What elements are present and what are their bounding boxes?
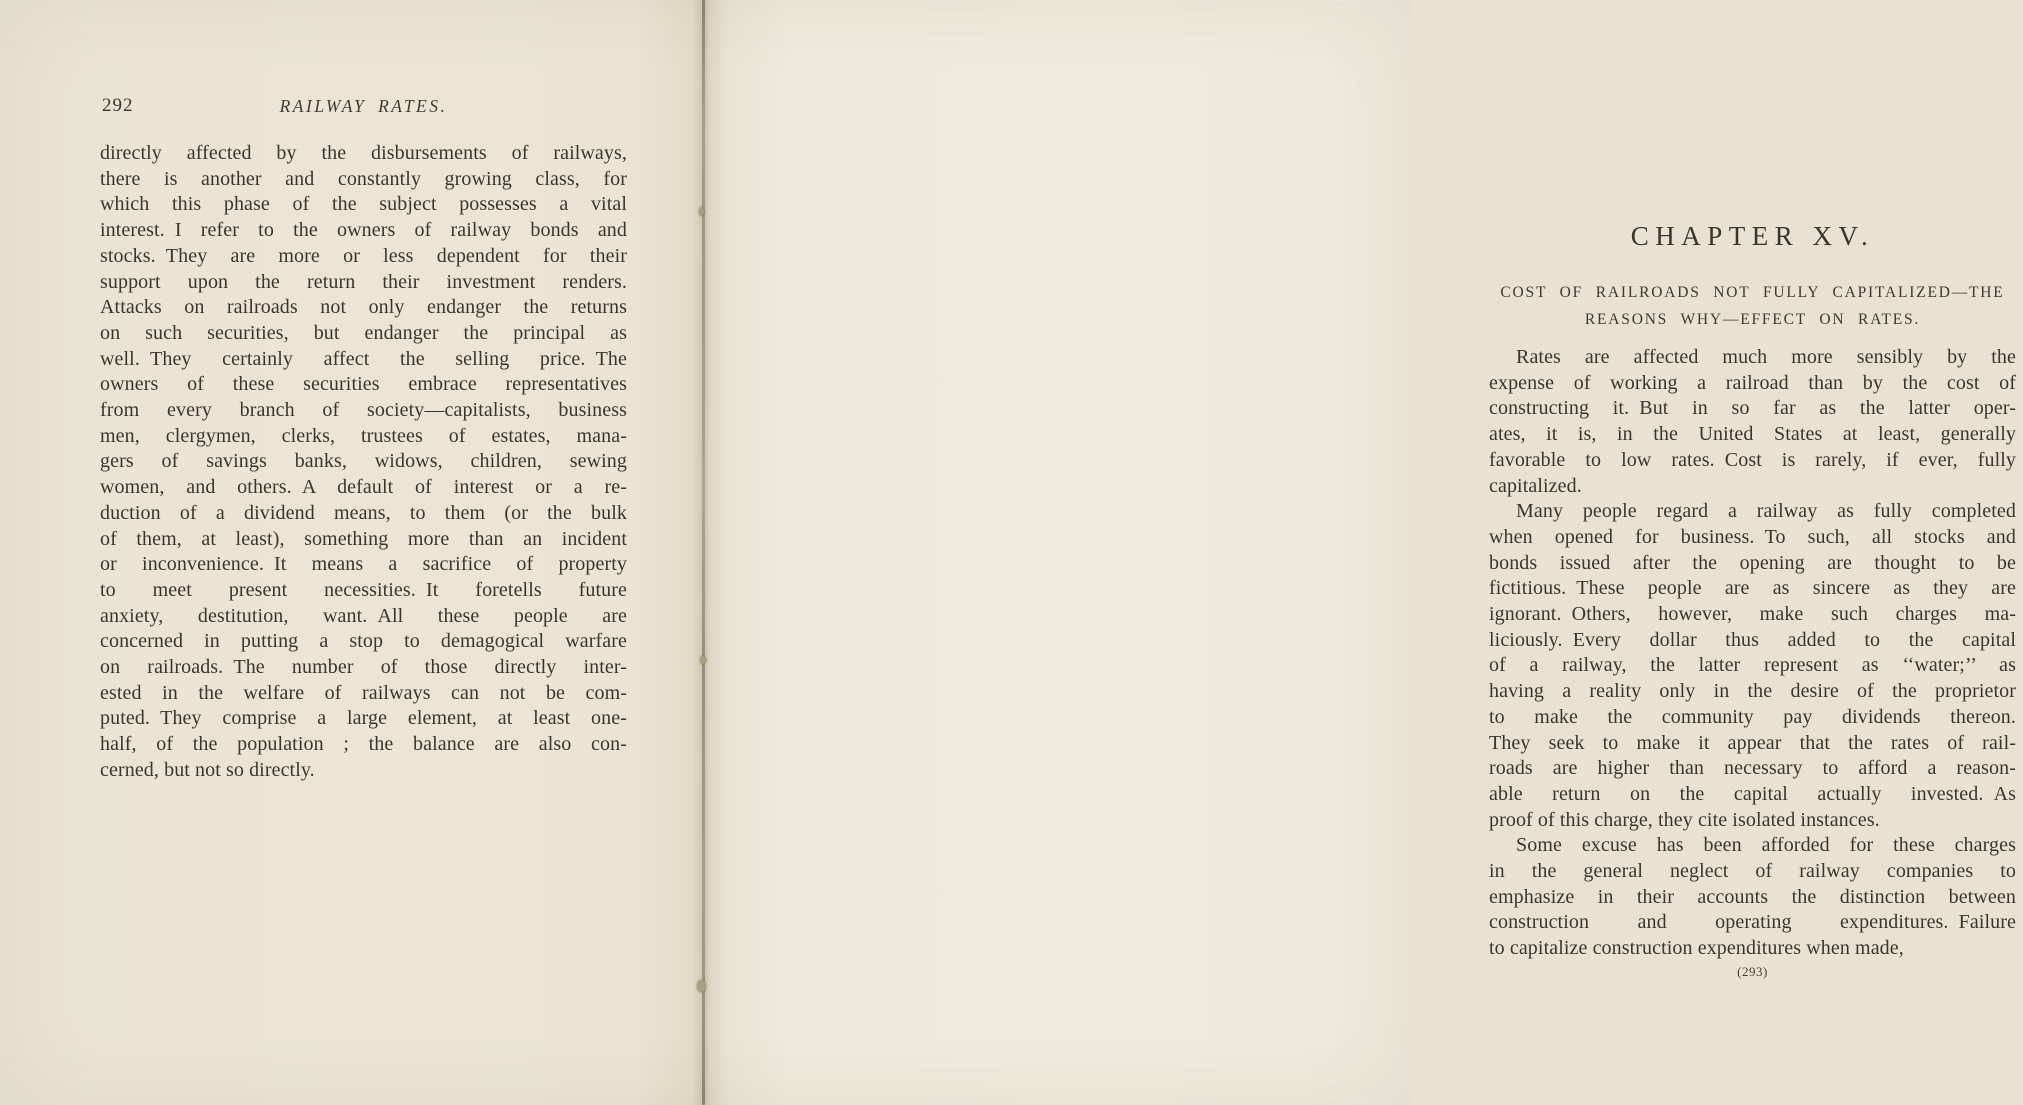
text-line: emphasize in their accounts the distinction between [1489, 885, 2016, 908]
text-line: ested in the welfare of railways can not be com- [100, 681, 627, 704]
text-line: or inconvenience. It means a sacrifice of property [100, 553, 627, 576]
text-line: Many people regard a railway as fully completed [1516, 500, 2016, 523]
text-line: able return on the capital actually invested. As [1489, 782, 2016, 805]
text-line: constructing it. But in so far as the latter oper- [1489, 397, 2016, 420]
text-line: of them, at least), something more than an incident [100, 527, 627, 550]
text-line: to capitalize construction expenditures when made, [1489, 937, 1904, 960]
text-line: when opened for business. To such, all stocks and [1489, 525, 2016, 548]
text-line: support upon the return their investment renders. [100, 270, 627, 293]
text-line: Rates are affected much more sensibly by the [1516, 346, 2016, 368]
text-line: in the general neglect of railway companies to [1489, 860, 2016, 883]
text-line: on railroads. The number of those directly inter- [100, 656, 627, 679]
folio-page-number: (293) [1737, 964, 1768, 979]
text-line: construction and operating expenditures. Failure [1489, 911, 2016, 934]
text-line: proof of this charge, they cite isolated instances. [1489, 808, 1880, 831]
text-line: having a reality only in the desire of the proprietor [1489, 680, 2016, 703]
text-line: Attacks on railroads not only endanger the returns [100, 296, 627, 319]
text-line: owners of these securities embrace representatives [100, 373, 627, 396]
text-line: interest. I refer to the owners of railway bonds and [100, 219, 627, 242]
text-line: there is another and constantly growing class, for [100, 167, 627, 190]
page-right [704, 0, 2016, 1105]
chapter-heading: CHAPTER XV. [1630, 221, 1875, 251]
text-line: gers of savings banks, widows, children, sewing [100, 450, 627, 473]
text-line: to make the community pay dividends thereon. [1489, 705, 2016, 728]
paragraph [1489, 345, 2016, 499]
paragraph [1489, 499, 2016, 833]
subtitle-line: REASONS WHY—EFFECT ON RATES. [1584, 310, 1921, 328]
text-line: fictitious. These people are as sincere as they are [1489, 577, 2016, 600]
text-line: duction of a dividend means, to them (or the bulk [100, 501, 627, 524]
text-line: on such securities, but endanger the principal as [100, 321, 627, 344]
page-number: 292 [102, 95, 134, 116]
subtitle-line: COST OF RAILROADS NOT FULLY CAPITALIZED—THE [1500, 284, 2005, 301]
text-line: expense of working a railroad than by the cost of [1489, 371, 2016, 394]
text-line: puted. They comprise a large element, at least one- [100, 707, 627, 730]
text-line: bonds issued after the opening are thought to be [1489, 551, 2016, 574]
text-line: ignorant. Others, however, make such charges ma- [1489, 603, 2016, 626]
page-body-left [100, 141, 627, 784]
text-line: to meet present necessities. It foretells future [100, 578, 627, 601]
gutter-crease [702, 0, 705, 1105]
text-line: cerned, but not so directly. [100, 758, 315, 781]
text-line: anxiety, destitution, want. All these people are [100, 604, 627, 627]
text-line: well. They certainly affect the selling price. The [100, 347, 627, 370]
page-body-right [1489, 345, 2016, 962]
text-line: capitalized. [1489, 474, 1582, 497]
text-line: concerned in putting a stop to demagogical warfare [100, 630, 627, 653]
stitch-mark [699, 207, 704, 216]
text-line: directly affected by the disbursements of railways, [100, 142, 627, 164]
stitch-mark [700, 656, 706, 664]
paragraph [100, 141, 627, 784]
text-line: roads are higher than necessary to afford a reason- [1489, 757, 2016, 780]
text-line: Some excuse has been afforded for these charges [1516, 834, 2016, 857]
text-line: of a railway, the latter represent as ‘‘water;’’ as [1489, 654, 2016, 677]
stitch-mark [697, 980, 706, 992]
paragraph [1489, 833, 2016, 962]
text-line: ates, it is, in the United States at least, generally [1489, 423, 2016, 446]
text-line: half, of the population ; the balance are also con- [100, 733, 627, 756]
page-left [0, 0, 704, 1105]
text-line: They seek to make it appear that the rates of rail- [1489, 731, 2016, 754]
text-line: from every branch of society—capitalists, business [100, 399, 627, 422]
text-line: women, and others. A default of interest or a re- [100, 476, 627, 499]
text-line: which this phase of the subject possesses a vital [100, 193, 627, 216]
text-line: favorable to low rates. Cost is rarely, if ever, fully [1489, 448, 2016, 471]
text-line: stocks. They are more or less dependent for their [100, 244, 627, 267]
text-line: liciously. Every dollar thus added to the capital [1489, 628, 2016, 651]
text-line: men, clergymen, clerks, trustees of estates, mana- [100, 424, 627, 447]
running-header: RAILWAY RATES. [279, 96, 448, 116]
chapter-subtitle [1482, 280, 2023, 333]
page-header [100, 95, 627, 119]
